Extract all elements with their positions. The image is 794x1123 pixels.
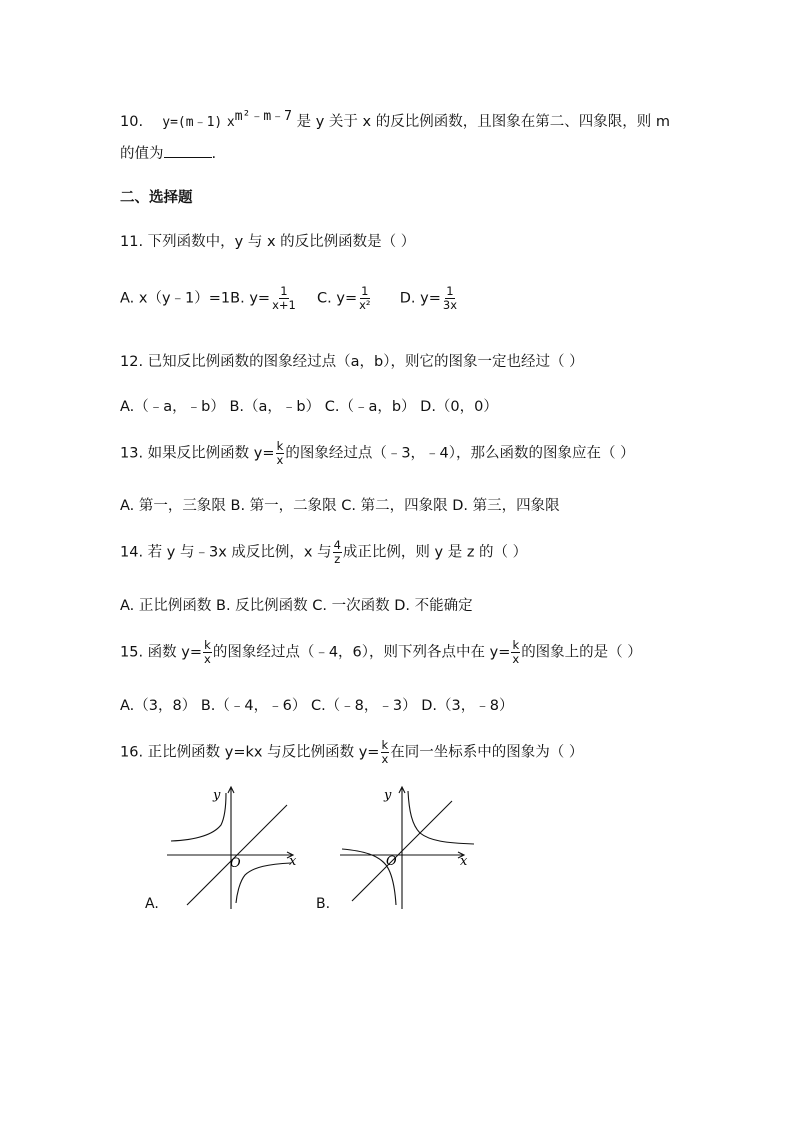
- q15-stem-pre: 15. 函数 y=: [120, 644, 203, 661]
- q14-stem-pre: 14. 若 y 与﹣3x 成反比例，x 与: [120, 544, 332, 561]
- q14-stem-post: 成正比例，则 y 是 z 的（ ）: [342, 544, 528, 561]
- q15-options: A.（3，8） B.（﹣4，﹣6） C.（﹣8，﹣3） D.（3，﹣8）: [120, 698, 514, 714]
- q11-option-c-fraction: [358, 285, 371, 312]
- q14-options: A. 正比例函数 B. 反比例函数 C. 一次函数 D. 不能确定: [120, 598, 473, 614]
- q11-option-b-fraction: [271, 285, 297, 312]
- q16-stem-pre: 16. 正比例函数 y=kx 与反比例函数 y=: [120, 744, 380, 761]
- q12-stem: 12. 已知反比例函数的图象经过点（a，b），则它的图象一定也经过（ ）: [120, 354, 584, 370]
- q11-option-d-fraction: [442, 285, 458, 312]
- q14-stem: [120, 539, 527, 566]
- q16-stem: [120, 739, 583, 766]
- fraction-numerator: k: [276, 439, 284, 453]
- q15-fraction-2: [511, 639, 520, 666]
- hyperbola-branch-first-quadrant: [408, 791, 474, 844]
- fraction-numerator: k: [204, 638, 211, 652]
- q13-fraction: [276, 440, 285, 467]
- fraction-denominator: x+1: [272, 298, 296, 312]
- fraction-numerator: 1: [280, 284, 288, 298]
- q12-options: A.（﹣a，﹣b） B.（a，﹣b） C.（﹣a，b） D.（0，0）: [120, 399, 498, 415]
- fraction-numerator: k: [512, 638, 520, 652]
- axis-label-x: x: [460, 854, 468, 869]
- q16-graph-a-label: A.: [145, 896, 159, 912]
- origin-label: O: [386, 854, 397, 869]
- q15-stem: [120, 639, 642, 666]
- hyperbola-branch-fourth-quadrant: [236, 863, 291, 903]
- q10-line2: [120, 143, 216, 164]
- fraction-numerator: 4: [333, 538, 341, 552]
- fraction-denominator: x: [512, 652, 520, 666]
- q15-stem-post: 的图象上的是（ ）: [521, 644, 642, 661]
- q10-text2: 的值为: [120, 146, 164, 162]
- q11-option-a: A. x（y﹣1）=1: [120, 290, 231, 307]
- q10-formula-exponent: m²﹣m﹣7: [234, 109, 292, 124]
- q10-formula-x: x: [226, 114, 235, 130]
- q16-graph-b: [336, 785, 486, 910]
- q15-fraction-1: [203, 639, 212, 666]
- q16-fraction: [380, 739, 389, 766]
- q13-stem: [120, 440, 635, 467]
- q14-fraction: [333, 539, 342, 566]
- fraction-denominator: x: [276, 453, 284, 467]
- q10-answer-blank: [164, 143, 212, 158]
- q11-option-c-label: C. y=: [317, 290, 358, 307]
- q13-stem-pre: 13. 如果反比例函数 y=: [120, 445, 275, 462]
- origin-label: O: [230, 856, 241, 871]
- q16-graph-b-label: B.: [316, 896, 331, 912]
- fraction-numerator: 1: [361, 284, 369, 298]
- fraction-denominator: z: [334, 552, 341, 566]
- q16-graph-a: [165, 785, 315, 910]
- q16-stem-post: 在同一坐标系中的图象为（ ）: [390, 744, 584, 761]
- fraction-denominator: x: [204, 652, 211, 666]
- axis-label-x: x: [289, 854, 297, 869]
- fraction-denominator: 3x: [442, 298, 458, 312]
- q13-options: A. 第一，三象限 B. 第一，二象限 C. 第二，四象限 D. 第三，四象限: [120, 498, 560, 514]
- q10-number: 10.: [120, 113, 144, 130]
- axis-label-y: y: [213, 788, 221, 803]
- q11-option-d-label: D. y=: [399, 290, 441, 307]
- fraction-denominator: x: [381, 752, 389, 766]
- q13-stem-post: 的图象经过点（﹣3，﹣4），那么函数的图象应在（ ）: [285, 445, 635, 462]
- q11-stem: 11. 下列函数中，y 与 x 的反比例函数是（ ）: [120, 234, 416, 250]
- axis-label-y: y: [384, 788, 392, 803]
- q10-line1: [120, 107, 670, 133]
- q11-options: [120, 285, 459, 312]
- q10-text: 是 y 关于 x 的反比例函数，且图象在第二、四象限，则 m: [296, 113, 670, 130]
- q11-option-b-label: B. y=: [230, 290, 271, 307]
- q15-stem-mid: 的图象经过点（﹣4，6），则下列各点中在 y=: [212, 644, 511, 661]
- fraction-denominator: x²: [359, 298, 371, 312]
- fraction-numerator: 1: [446, 284, 454, 298]
- q10-period: .: [211, 146, 217, 162]
- fraction-numerator: k: [381, 738, 389, 752]
- section-heading: 二、选择题: [120, 190, 193, 206]
- q10-formula-prefix: y=(m﹣1): [162, 114, 223, 130]
